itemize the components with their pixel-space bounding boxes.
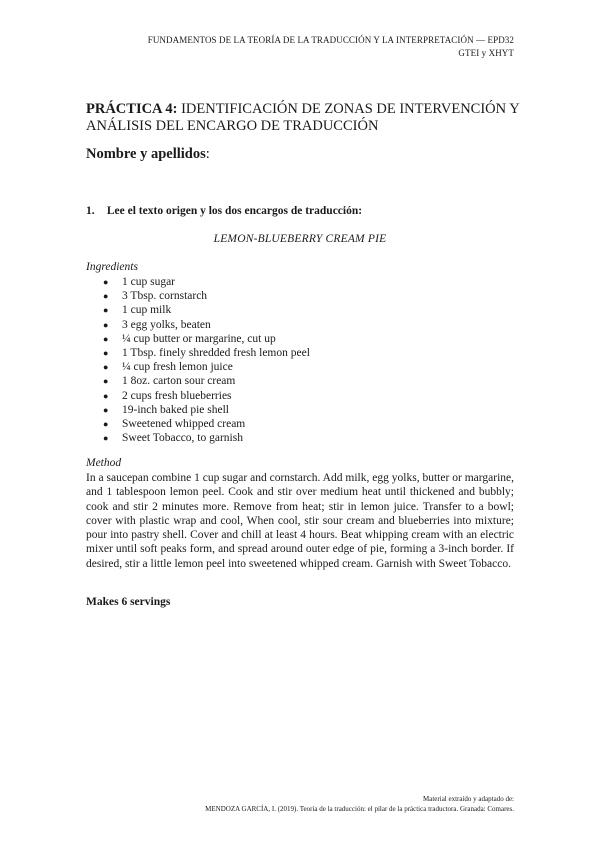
ingredients-heading: Ingredients bbox=[86, 261, 138, 273]
bullet-icon: ● bbox=[103, 277, 109, 287]
page-footer bbox=[205, 794, 514, 814]
method-heading: Method bbox=[86, 457, 122, 469]
bullet-icon: ● bbox=[103, 347, 109, 358]
servings-note: Makes 6 servings bbox=[86, 596, 171, 608]
task-number: 1. bbox=[86, 205, 95, 217]
bullet-icon: ● bbox=[103, 333, 109, 344]
list-item: ● 1 Tbsp. finely shredded fresh lemon peel bbox=[103, 346, 310, 359]
title-prefix: PRÁCTICA 4: bbox=[86, 101, 178, 117]
title-text: IDENTIFICACIÓN DE ZONAS DE INTERVENCIÓN Y ANÁLISIS DEL ENCARGO DE TRADUCCIÓN bbox=[86, 101, 520, 134]
name-label: Nombre y apellidos bbox=[86, 146, 206, 162]
bullet-icon: ● bbox=[103, 418, 109, 429]
header-course-line: FUNDAMENTOS DE LA TEORÍA DE LA TRADUCCIÓN Y LA INTERPRETACIÓN — EPD32 bbox=[147, 35, 514, 45]
bullet-icon: ● bbox=[103, 390, 109, 401]
list-item: ● ¼ cup fresh lemon juice bbox=[103, 361, 233, 374]
task-instruction bbox=[86, 205, 363, 217]
list-item: ● 3 Tbsp. cornstarch bbox=[103, 290, 208, 303]
recipe-title: LEMON-BLUEBERRY CREAM PIE bbox=[213, 233, 387, 245]
bullet-icon: ● bbox=[103, 362, 109, 373]
name-colon: : bbox=[205, 146, 210, 162]
list-item: ● 3 egg yolks, beaten bbox=[103, 318, 211, 331]
page-title bbox=[86, 101, 526, 135]
bullet-icon: ● bbox=[103, 376, 109, 387]
bullet-icon: ● bbox=[103, 305, 109, 316]
list-item: ● ¼ cup butter or margarine, cut up bbox=[103, 332, 276, 345]
bullet-icon: ● bbox=[103, 404, 109, 415]
task-text: Lee el texto origen y los dos encargos de traducción: bbox=[106, 205, 363, 217]
bullet-icon: ● bbox=[103, 319, 109, 330]
bullet-icon: ● bbox=[103, 433, 109, 444]
footer-citation: MENDOZA GARCÍA, I. (2019). Teoría de la traducción: el pilar de la práctica traductora. Granada: Comares. bbox=[205, 805, 514, 813]
bullet-icon: ● bbox=[103, 291, 109, 302]
list-item: ● Sweet Tobacco, to garnish bbox=[103, 432, 243, 445]
name-field bbox=[86, 146, 210, 163]
list-item: ● Sweetened whipped cream bbox=[103, 417, 246, 430]
list-item: ● 19-inch baked pie shell bbox=[103, 403, 229, 416]
list-item: ● 1 cup sugar bbox=[103, 276, 176, 288]
page-header bbox=[148, 34, 514, 60]
header-groups-line: GTEI y XHYT bbox=[458, 48, 514, 58]
list-item: ● 1 8oz. carton sour cream bbox=[103, 375, 236, 388]
footer-source-label: Material extraído y adaptado de: bbox=[423, 795, 514, 803]
list-item: ● 1 cup milk bbox=[103, 304, 172, 317]
method-paragraph: In a saucepan combine 1 cup sugar and cornstarch. Add milk, egg yolks, butter or margarine, and 1 tablespoon lemon peel. Cook and stir over medium heat until thickened and bubbly; cook and stir 2 minutes more. Remove from heat; stir in lemon juice. Transfer to a bowl; cover with plastic wrap and cool, When cool, stir sour cream and blueberries into mixture; pour into pastry shell. Cover and chill at least 4 hours. Beat whipping cream with an electric mixer until soft peaks form, and spread around outer edge of pie, forming a 3-inch border. If desired, stir a little lemon peel into sweetened whipped cream. Garnish with Sweet Tobacco. bbox=[86, 472, 514, 570]
ingredients-list bbox=[86, 275, 310, 445]
list-item: ● 2 cups fresh blueberries bbox=[103, 389, 232, 402]
